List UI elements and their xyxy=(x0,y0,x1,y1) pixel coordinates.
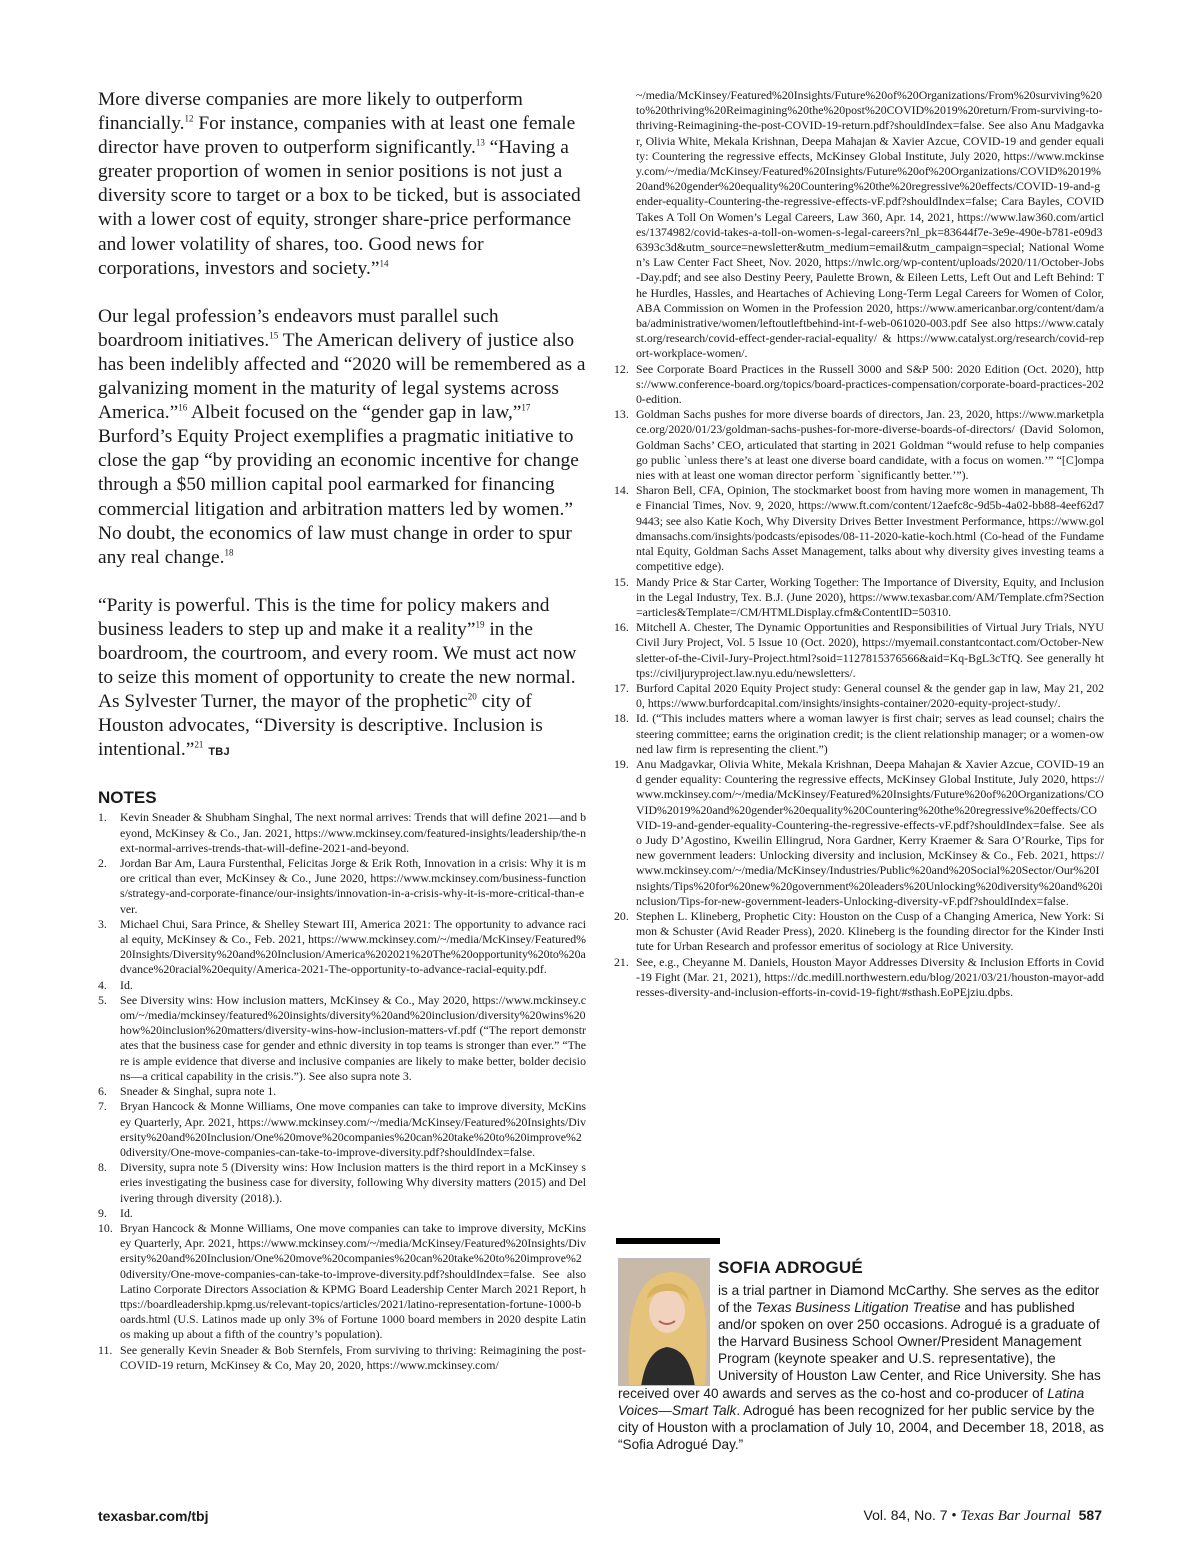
text-run: “Having a greater proportion of women in senior positions is not just a diversity score to target or a box to be ticked, but is associated with a lower cost of equity, stronger share-price performance and lower volatility of shares, too. Good news for corporations, investors and society.” xyxy=(98,137,581,279)
footnote-ref[interactable]: 21 xyxy=(194,739,204,750)
note-number: 17. xyxy=(614,680,629,695)
note-number: 8. xyxy=(98,1160,107,1175)
footnote-ref[interactable]: 13 xyxy=(475,137,485,148)
footnote-ref[interactable]: 19 xyxy=(475,619,485,630)
note-text: Sharon Bell, CFA, Opinion, The stockmarket boost from having more women in management, The Financial Times, Nov. 9, 2020, https://www.ft.com/content/12aefc8c-9d5b-4a02-bb88-4eef62d79443; see also Katie Koch, Why Diversity Drives Better Investment Performance, https://www.goldmansachs.com/insights/podcasts/episodes/08-11-2020-katie-koch.html (Co-head of the Fundamental Equity, Goldman Sachs Asset Management, talks about why diversity gives investing teams a competitive edge). xyxy=(636,483,1104,574)
body-paragraph-1 xyxy=(98,88,586,281)
body-paragraph-3 xyxy=(98,594,586,765)
text-run: The American delivery of justice also has been indelibly affected and “2020 will be remembered as a galvanizing moment in the maturity of legal systems across America.” xyxy=(98,329,586,424)
note-number: 2. xyxy=(98,856,107,871)
page-number: 587 xyxy=(1078,1507,1102,1523)
note-item xyxy=(98,856,586,917)
note-number: 11. xyxy=(98,1342,113,1357)
footer-issue-info xyxy=(864,1507,1102,1525)
footer-journal-name: Texas Bar Journal xyxy=(960,1508,1071,1524)
footnote-ref[interactable]: 14 xyxy=(379,258,389,269)
tbj-end-mark: TBJ xyxy=(208,746,230,759)
note-number: 21. xyxy=(614,954,629,969)
author-bio-bottom xyxy=(618,1385,1108,1453)
note-item xyxy=(614,407,1104,483)
note-text: Burford Capital 2020 Equity Project study: General counsel & the gender gap in law, May 21, 2020, https://www.burfordcapital.com/insights/insights-container/2020-equity-project-study/. xyxy=(636,680,1104,711)
text-run: More diverse companies are more likely to outperform financially. xyxy=(98,89,523,135)
note-item xyxy=(98,1343,586,1373)
note-text: Goldman Sachs pushes for more diverse boards of directors, Jan. 23, 2020, https://www.marketplace.org/2020/01/23/goldman-sachs-pushes-for-more-diverse-boards-of-directors/ (David Solomon, Goldman Sachs’ CEO, articulated that starting in 2021 Goldman “would refuse to help companies go public `unless there’s at least one diverse board candidate, with a focus on women.’” “[C]ompanies with at least one woman director perform `significantly better.’”). xyxy=(636,407,1104,483)
note-text: See, e.g., Cheyanne M. Daniels, Houston Mayor Addresses Diversity & Inclusion Efforts in Covid-19 Fight (Mar. 21, 2021), https://dc.medill.northwestern.edu/blog/2021/03/21/houston-mayor-addresses-diversity-and-inclusion-efforts-in-covid-19-fight/#sthash.EoPEjziu.dpbs. xyxy=(636,954,1104,999)
note-text: Bryan Hancock & Monne Williams, One move companies can take to improve diversity, McKinsey Quarterly, Apr. 2021, https://www.mckinsey.com/~/media/McKinsey/Featured%20Insights/Diversity%20and%20Inclusion/One%20move%20companies%20can%20take%20to%20improve%20diversity/One-move-companies-can-take-to-improve-diversity.pdf?shouldIndex=false. See also Latino Corporate Directors Association & KPMG Board Leadership Center March 2021 Report, https://boardleadership.kpmg.us/relevant-topics/articles/2021/latino-representation-fortune-1000-boards.html (U.S. Latinos made up only 3% of Fortune 1000 board members in 2020 despite Latinos making up about a fifth of the country’s population). xyxy=(120,1220,586,1342)
notes-list-right xyxy=(614,362,1104,1001)
note-item xyxy=(98,1099,586,1160)
text-run: received over 40 awards and serves as the co-host and co-producer of xyxy=(618,1386,1048,1401)
note-text: See Corporate Board Practices in the Russell 3000 and S&P 500: 2020 Edition (Oct. 2020), https://www.conference-board.org/topics/board-practices-compensation/corporate-board-practices-2020-edition. xyxy=(636,361,1104,407)
author-portrait-image xyxy=(619,1259,710,1386)
footnote-ref[interactable]: 17 xyxy=(521,402,531,413)
note-item xyxy=(98,1221,586,1343)
note-item xyxy=(614,681,1104,711)
note-number: 3. xyxy=(98,916,107,931)
note-text: Sneader & Singhal, supra note 1. xyxy=(120,1084,277,1099)
note-text: Anu Madgavkar, Olivia White, Mekala Krishnan, Deepa Mahajan & Xavier Azcue, COVID-19 and gender equality: Countering the regressive effects, McKinsey Global Institute, July 2020, https://www.mckinsey.com/~/media/McKinsey/Featured%20Insights/Future%20of%20Organizations/COVID%2019%20and%20gender%20equality%20Countering%20the%20regressive%20effects/COVID-19-and-gender-equality-Countering-the-regressive-effects-vF.pdf?shouldIndex=false. See also Judy D’Agostino, Kweilin Ellingrud, Nora Gardner, Kerry Kraemer & Sara O’Rourke, Tips for new government leaders: Unlocking diversity and inclusion, McKinsey & Co., Feb. 2021, https://www.mckinsey.com/~/media/McKinsey/Industries/Public%20and%20Social%20Sector/Our%20Insights/Tips%20for%20new%20government%20leaders%20Unlocking%20diversity%20and%20inclusion/Tips-for-new-government-leaders-Unlocking-diversity-vF.pdf?shouldIndex=false. xyxy=(636,756,1104,908)
note-text: Id. (“This includes matters where a woman lawyer is first chair; serves as lead counsel; chairs the steering committee; earns the origination credit; is the client relationship manager; or a women-owned law firm is representing the client.”) xyxy=(636,711,1105,756)
text-run-italic: Texas Business Litigation Treatise xyxy=(755,1300,961,1316)
note-number: 9. xyxy=(98,1205,107,1220)
author-photo xyxy=(618,1258,710,1386)
note-number: 7. xyxy=(98,1099,107,1114)
note-item xyxy=(98,1206,586,1221)
bio-divider-rule xyxy=(616,1238,720,1244)
note-number: 16. xyxy=(614,620,629,635)
text-run: Our legal profession’s endeavors must parallel such boardroom initiatives. xyxy=(98,305,499,351)
footnote-ref[interactable]: 12 xyxy=(184,113,194,124)
note-text: Jordan Bar Am, Laura Furstenthal, Felicitas Jorge & Erik Roth, Innovation in a crisis: Why it is more critical than ever, McKinsey & Co., June 2020, https://www.mckinsey.com/business-functions/strategy-and-corporate-finance/our-insights/innovation-in-a-crisis-why-it-is-more-critical-than-ever. xyxy=(120,856,586,916)
note-number: 5. xyxy=(98,992,107,1007)
note-item xyxy=(614,620,1104,681)
text-run: “Parity is powerful. This is the time for policy makers and business leaders to step up and make it a reality” xyxy=(98,594,550,640)
note-item xyxy=(614,955,1104,1001)
note-number: 13. xyxy=(614,407,629,422)
note-text: Mandy Price & Star Carter, Working Together: The Importance of Diversity, Equity, and Inclusion in the Legal Industry, Tex. B.J. (June 2020), https://www.texasbar.com/AM/Template.cfm?Section=articles&Template=/CM/HTMLDisplay.cfm&ContentID=50310. xyxy=(636,574,1104,619)
note-number: 15. xyxy=(614,574,629,589)
note-text: See generally Kevin Sneader & Bob Sternfels, From surviving to thriving: Reimagining the post-COVID-19 return, McKinsey & Co, May 20, 2020, https://www.mckinsey.com/ xyxy=(120,1342,586,1372)
note-item xyxy=(98,1084,586,1099)
note-text: Kevin Sneader & Shubham Singhal, The next normal arrives: Trends that will define 2021—and beyond, McKinsey & Co., Jan. 2021, https://www.mckinsey.com/featured-insights/leadership/the-next-normal-arrives-trends-that-will-define-2021-and-beyond. xyxy=(120,810,586,855)
text-run: city of Houston advocates, “Diversity is descriptive. Inclusion is intentional.” xyxy=(98,691,543,761)
footnote-ref[interactable]: 18 xyxy=(224,547,234,558)
author-bio-top xyxy=(718,1282,1104,1385)
note-text: Id. xyxy=(120,977,133,992)
note-item xyxy=(98,1160,586,1206)
note-number: 19. xyxy=(614,756,629,771)
note-item xyxy=(614,909,1104,955)
text-run: Albeit focused on the “gender gap in law,” xyxy=(187,402,522,424)
notes-list-left xyxy=(98,810,586,1373)
footnote-ref[interactable]: 20 xyxy=(467,691,477,702)
text-run: and has published and/or spoken on over 250 occasions. Adrogué is a graduate of the Harvard Business School Owner/President Management Program (keynote speaker and U.S. representative), the University of Houston Law Center, and Rice University. She has xyxy=(718,1300,1101,1384)
note-item xyxy=(98,978,586,993)
note-text: See Diversity wins: How inclusion matters, McKinsey & Co., May 2020, https://www.mckinsey.com/~/media/mckinsey/featured%20insights/diversity%20and%20inclusion/diversity%20wins%20how%20inclusion%20matters/diversity-wins-how-inclusion-matters-vf.pdf (“The report demonstrates that the business case for gender and ethnic diversity in top teams is stronger than ever.” “There is ample evidence that diverse and inclusive companies are likely to make better, bolder decisions—a critical capability in the crisis.”). See also supra note 3. xyxy=(120,992,586,1083)
note-number: 12. xyxy=(614,361,629,376)
note-text: Mitchell A. Chester, The Dynamic Opportunities and Responsibilities of Virtual Jury Trials, NYU Civil Jury Project, Vol. 5 Issue 10 (Oct. 2020), https://myemail.constantcontact.com/October-Newsletter-of-the-Civil-Jury-Project.html?soid=1127815376566&aid=Kq-BgL3cTfQ. See generally https://civiljuryproject.law.nyu.edu/newsletters/. xyxy=(636,620,1104,680)
note-item xyxy=(614,711,1104,757)
footer-url[interactable]: texasbar.com/tbj xyxy=(98,1508,209,1524)
footer-bullet: • xyxy=(951,1508,957,1524)
footnote-ref[interactable]: 16 xyxy=(178,402,188,413)
text-run: . Adrogué has been recognized for her public service by the city of Houston with a proclamation of July 10, 2004, and December 18, 2018, as “Sofia Adrogué Day.” xyxy=(618,1403,1104,1453)
note-item xyxy=(614,757,1104,909)
note-number: 4. xyxy=(98,977,107,992)
note-number: 10. xyxy=(98,1220,113,1235)
note-item xyxy=(98,993,586,1084)
note-text: Bryan Hancock & Monne Williams, One move companies can take to improve diversity, McKinsey Quarterly, Apr. 2021, https://www.mckinsey.com/~/media/McKinsey/Featured%20Insights/Diversity%20and%20Inclusion/One%20move%20companies%20can%20take%20to%20improve%20diversity/One-move-companies-can-take-to-improve-diversity.pdf?shouldIndex=false. xyxy=(120,1099,586,1159)
note-item xyxy=(614,362,1104,408)
note-item xyxy=(98,810,586,856)
notes-heading: NOTES xyxy=(98,788,157,808)
note-text: Michael Chui, Sara Prince, & Shelley Stewart III, America 2021: The opportunity to advance racial equity, McKinsey & Co., Feb. 2021, https://www.mckinsey.com/~/media/McKinsey/Featured%20Insights/Diversity%20and%20Inclusion/America%202021%20The%20opportunity%20to%20advance%20racial%20equity/America-2021-The-opportunity-to-advance-racial-equity.pdf. xyxy=(120,916,586,977)
body-paragraph-2 xyxy=(98,305,586,570)
text-run: is a trial partner in Diamond McCarthy. She serves as the editor of the xyxy=(718,1283,1100,1316)
note-text: Stephen L. Klineberg, Prophetic City: Houston on the Cusp of a Changing America, New York: Simon & Schuster (Avid Reader Press), 2020. Klineberg is the founding director for the Kinder Institute for Urban Research and professor emeritus of sociology at Rice University. xyxy=(636,908,1104,954)
footer-volume: Vol. 84, No. 7 xyxy=(863,1507,948,1523)
text-run-italic: Latina Voices—Smart Talk xyxy=(618,1386,1085,1419)
right-column xyxy=(614,88,1104,1000)
note-number: 6. xyxy=(98,1084,107,1099)
note-number: 1. xyxy=(98,810,107,825)
note-item xyxy=(614,575,1104,621)
note-11-continued: ~/media/McKinsey/Featured%20Insights/Future%20of%20Organizations/From%20surviving%20to%20thriving%20Reimagining%20the%20post%20COVID%2019%20return/From-surviving-to-thriving-Reimagining-the-post-COVID-19-return.pdf?shouldIndex=false. See also Anu Madgavkar, Olivia White, Mekala Krishnan, Deepa Mahajan & Xavier Azcue, COVID-19 and gender equality: Countering the regressive effects, McKinsey Global Institute, July 2020, https://www.mckinsey.com/~/media/McKinsey/Featured%20Insights/Future%20of%20Organizations/COVID%2019%20and%20gender%20equality%20Countering%20the%20regressive%20effects/COVID-19-and-gender-equality-Countering-the-regressive-effects-vF.pdf?shouldIndex=false; Cara Bayles, COVID Takes A Toll On Women’s Legal Careers, Law 360, Apr. 14, 2021, https://www.law360.com/articles/1374982/covid-takes-a-toll-on-women-s-legal-careers?nl_pk=83644f7e-3e9e-490e-b781-e09d36393c3d&utm_source=newsletter&utm_medium=email&utm_campaign=special; National Women’s Law Center Fact Sheet, Nov. 2020, https://nwlc.org/wp-content/uploads/2020/11/October-Jobs-Day.pdf; and see also Destiny Peery, Paulette Brown, & Eileen Letts, Left Out and Left Behind: The Hurdles, Hassles, and Heartaches of Achieving Long-Term Legal Careers for Women of Color, ABA Commission on Women in the Profession 2020, https://www.americanbar.org/content/dam/aba/administrative/women/leftoutleftbehind-int-f-web-061020-003.pdf See also https://www.catalyst.org/research/covid-effect-gender-racial-equality/ & https://www.catalyst.org/research/covid-report-workplace-women/. xyxy=(636,88,1104,361)
text-run: in the boardroom, the courtroom, and every room. We must act now to seize this moment of opportunity to create the new normal. As Sylvester Turner, the mayor of the prophetic xyxy=(98,618,577,713)
left-column xyxy=(98,88,586,1373)
note-number: 14. xyxy=(614,483,629,498)
note-number: 18. xyxy=(614,711,629,726)
text-run: Burford’s Equity Project exemplifies a pragmatic initiative to close the gap “by providing an economic incentive for change through a $50 million capital pool earmarked for financing commercial litigation and arbitration matters led by women.” No doubt, the economics of law must change in order to spur any real change. xyxy=(98,426,579,568)
note-text: Diversity, supra note 5 (Diversity wins: How Inclusion matters is the third report in a McKinsey series investigating the business case for diversity, following Why diversity matters (2015) and Delivering through diversity (2018).). xyxy=(120,1160,586,1205)
text-run: For instance, companies with at least one female director have proven to outperform significantly. xyxy=(98,113,576,159)
note-number: 20. xyxy=(614,908,629,923)
note-item xyxy=(98,917,586,978)
author-name: SOFIA ADROGUÉ xyxy=(718,1258,863,1277)
footnote-ref[interactable]: 15 xyxy=(269,330,279,341)
note-item xyxy=(614,483,1104,574)
note-text: Id. xyxy=(120,1205,133,1220)
